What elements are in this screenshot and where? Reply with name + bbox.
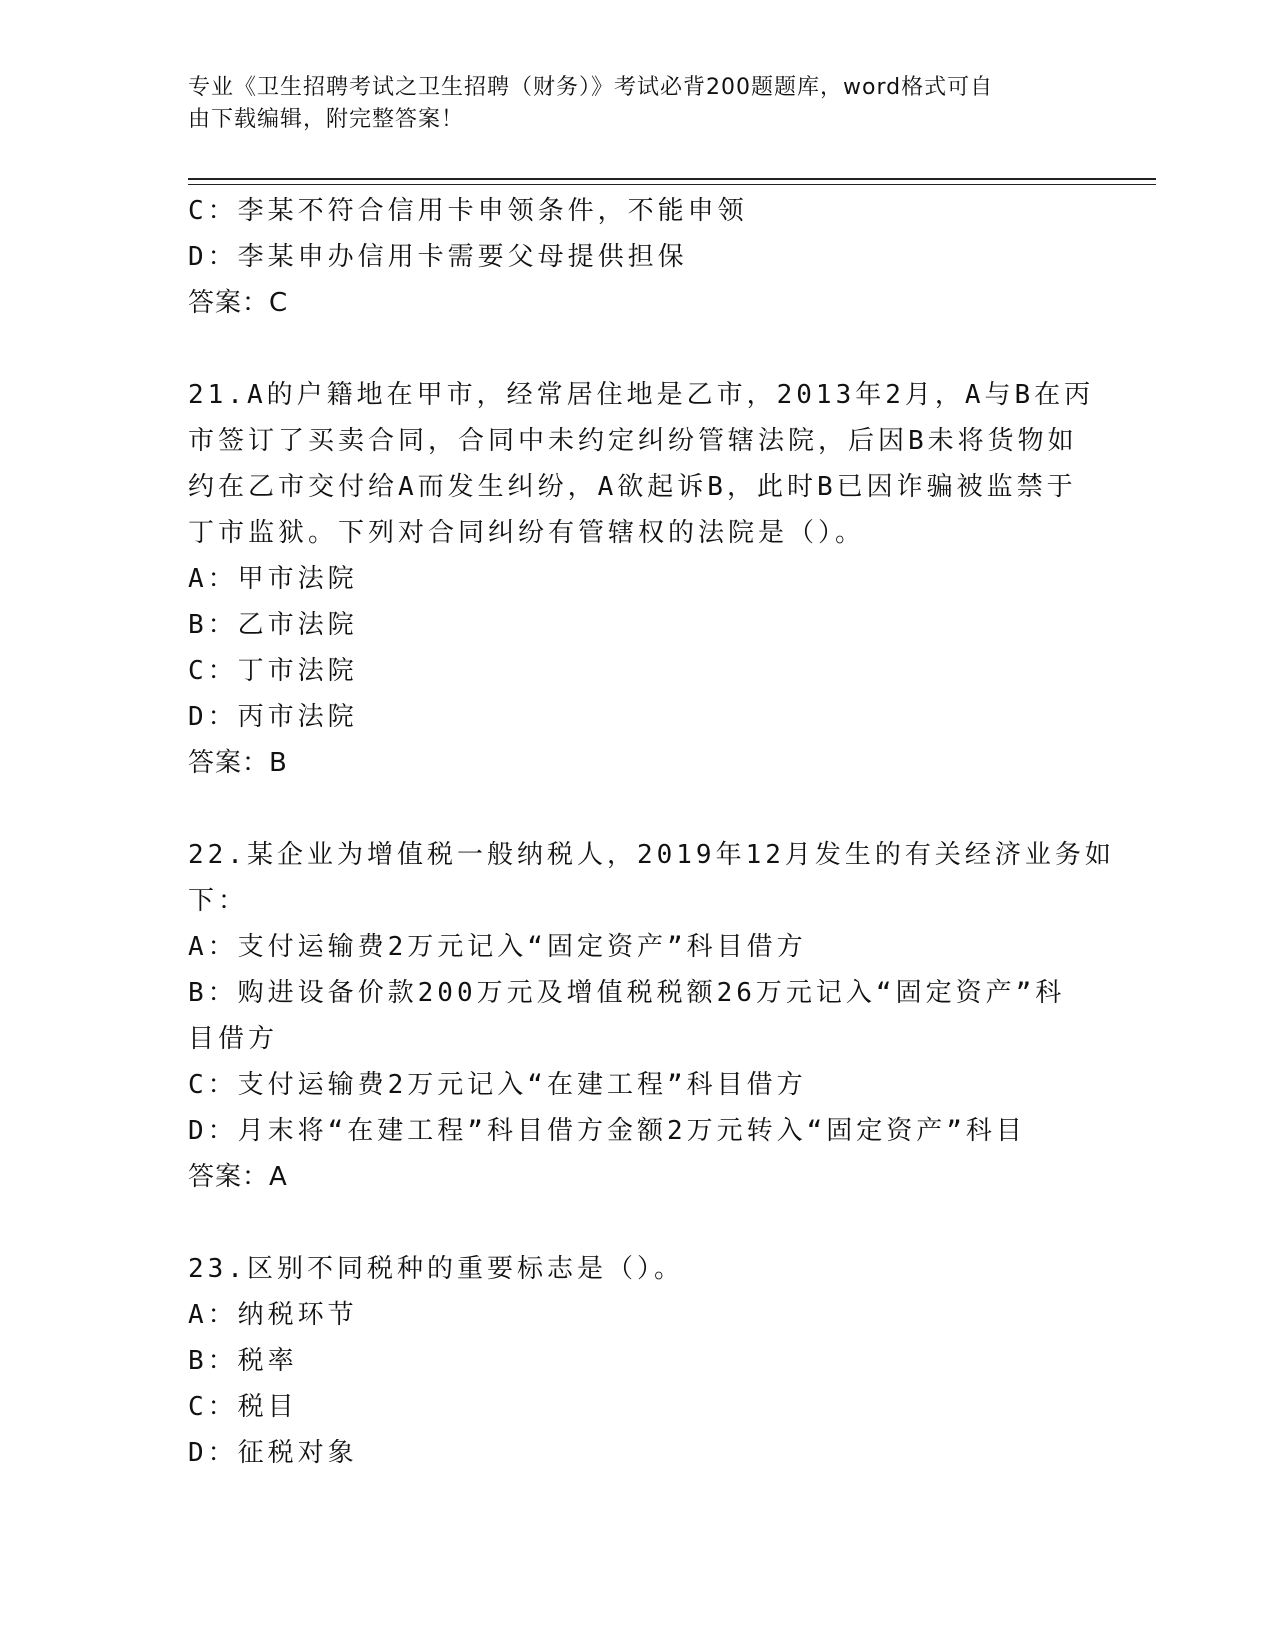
option-line: D：李某申办信用卡需要父母提供担保 xyxy=(188,242,688,272)
option-line: D：丙市法院 xyxy=(188,702,358,732)
question-stem-line: 丁市监狱。下列对合同纠纷有管辖权的法院是（）。 xyxy=(188,518,866,548)
option-line: 目借方 xyxy=(188,1024,279,1054)
header-line-2: 由下载编辑，附完整答案！ xyxy=(188,107,465,132)
question-stem-line: 下： xyxy=(188,886,249,916)
option-line: C：丁市法院 xyxy=(188,656,358,686)
question-list xyxy=(188,188,1115,1476)
header-rule-thin xyxy=(188,184,1156,185)
option-line: B：税率 xyxy=(188,1346,298,1376)
header-line-1: 专业《卫生招聘考试之卫生招聘（财务）》考试必背200题题库，word格式可自 xyxy=(188,75,994,100)
document-header xyxy=(188,72,1068,136)
question-stem-line: 23.区别不同税种的重要标志是（）。 xyxy=(188,1254,684,1284)
question-stem-line: 约在乙市交付给A而发生纠纷，A欲起诉B，此时B已因诈骗被监禁于 xyxy=(188,472,1077,502)
header-rule-thick xyxy=(188,178,1156,180)
option-line: C：支付运输费2万元记入“在建工程”科目借方 xyxy=(188,1070,807,1100)
question-spacer xyxy=(188,326,1088,372)
option-line: A：甲市法院 xyxy=(188,564,358,594)
answer-line: 答案：B xyxy=(188,748,288,778)
question-stem-line: 22.某企业为增值税一般纳税人，2019年12月发生的有关经济业务如 xyxy=(188,840,1115,870)
question-spacer xyxy=(188,1200,1088,1246)
option-line: B：购进设备价款200万元及增值税税额26万元记入“固定资产”科 xyxy=(188,978,1066,1008)
option-line: A：纳税环节 xyxy=(188,1300,358,1330)
option-line: C：税目 xyxy=(188,1392,298,1422)
question-stem-line: 市签订了买卖合同，合同中未约定纠纷管辖法院，后因B未将货物如 xyxy=(188,426,1078,456)
option-line: A：支付运输费2万元记入“固定资产”科目借方 xyxy=(188,932,807,962)
option-line: D：征税对象 xyxy=(188,1438,358,1468)
question-spacer xyxy=(188,786,1088,832)
question-stem-line: 21.A的户籍地在甲市，经常居住地是乙市，2013年2月，A与B在丙 xyxy=(188,380,1095,410)
option-line: D：月末将“在建工程”科目借方金额2万元转入“固定资产”科目 xyxy=(188,1116,1026,1146)
option-line: C：李某不符合信用卡申领条件，不能申领 xyxy=(188,196,748,226)
option-line: B：乙市法院 xyxy=(188,610,358,640)
answer-line: 答案：A xyxy=(188,1162,288,1192)
answer-line: 答案：C xyxy=(188,288,289,318)
